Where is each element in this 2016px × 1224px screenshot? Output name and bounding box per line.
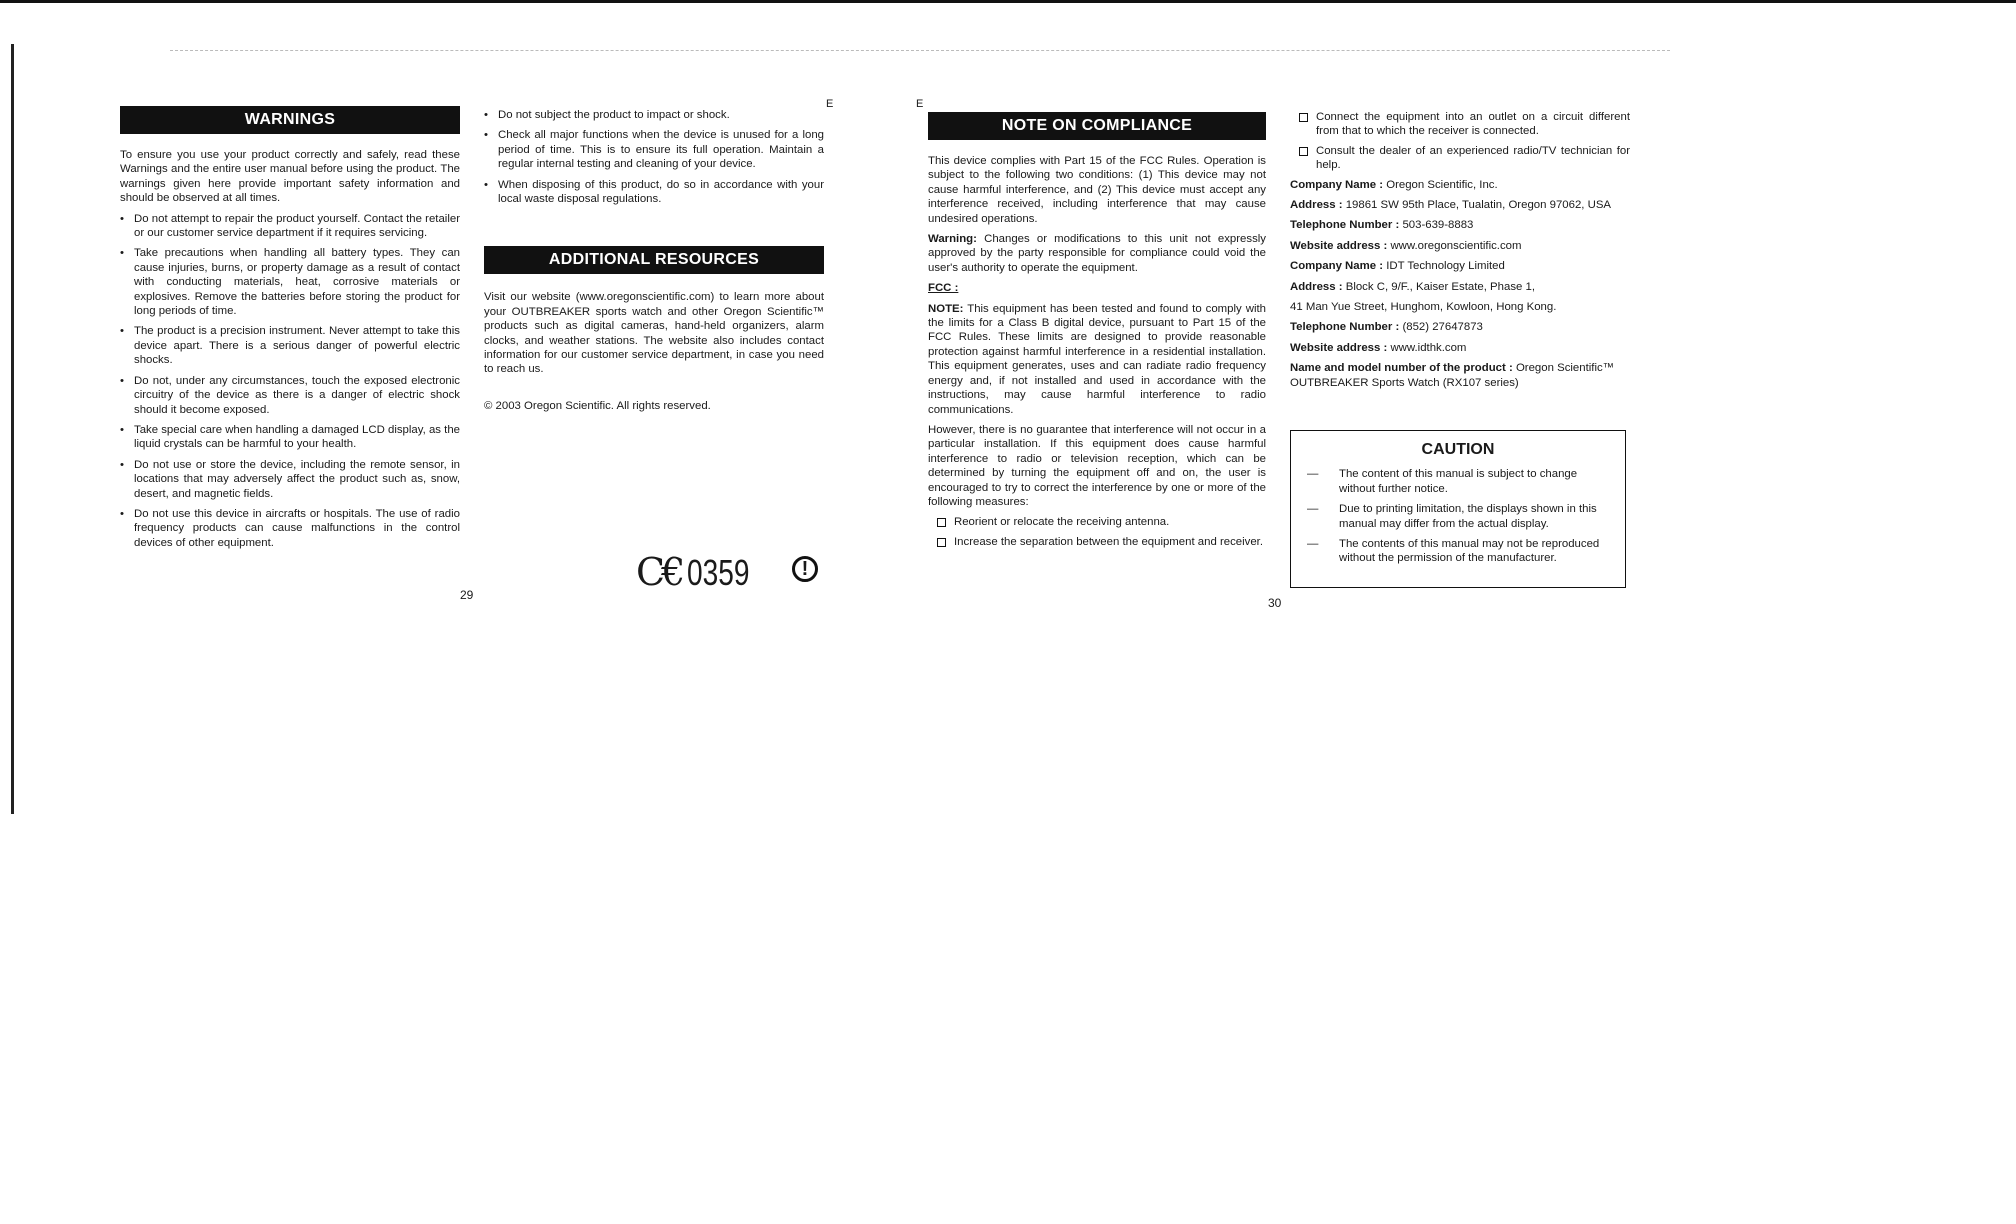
compliance-heading: NOTE ON COMPLIANCE [928, 112, 1266, 140]
contact-website-1: Website address : www.oregonscientific.com [1290, 239, 1522, 252]
warnings-list [120, 212, 460, 551]
more-warnings-list [484, 108, 824, 206]
more-measures-list [1290, 110, 1630, 173]
caution-heading: CAUTION [1421, 441, 1495, 458]
contact-company-2: Company Name : IDT Technology Limited [1290, 260, 1505, 273]
contact-address-2: Address : Block C, 9/F., Kaiser Estate, Phase 1, [1290, 280, 1536, 293]
edge-letter-right: E [916, 98, 924, 110]
list-item: • When disposing of this product, do so in accordance with your local waste disposal regulations. [484, 178, 824, 206]
list-item: • Do not use or store the device, including the remote sensor, in locations that may adversely affect the product such as, snow, desert, and magnetic fields. [120, 458, 460, 500]
list-item: Reorient or relocate the receiving antenna. [928, 515, 1266, 529]
list-item: • Take special care when handling a damaged LCD display, as the liquid crystals can be harmful to your health. [120, 423, 460, 451]
contacts-column [1290, 110, 1630, 396]
checkbox-square-icon [937, 538, 946, 547]
additional-resources-heading: ADDITIONAL RESOURCES [484, 246, 824, 274]
ce-mark-logo: C€ 0359 [636, 550, 750, 594]
scan-left-edge [11, 44, 14, 814]
list-item: • Do not attempt to repair the product yourself. Contact the retailer or our customer service department if it requires servicing. [120, 212, 460, 240]
copyright-text: © 2003 Oregon Scientific. All rights reserved. [484, 399, 711, 412]
checkbox-square-icon [1299, 147, 1308, 156]
list-item: Increase the separation between the equipment and receiver. [928, 535, 1266, 549]
compliance-warning: Warning: Changes or modifications to this unit not expressly approved by the party responsible for compliance could void the user's authority to operate the equipment. [928, 233, 1266, 274]
caution-list [1303, 467, 1613, 565]
list-item: — The contents of this manual may not be reproduced without the permission of the manufacturer. [1307, 538, 1600, 565]
measures-list [928, 515, 1266, 549]
alert-icon: ! [792, 556, 818, 582]
compliance-column [928, 112, 1266, 554]
contact-phone-1: Telephone Number : 503-639-8883 [1290, 219, 1474, 232]
edge-letter-left: E [826, 98, 834, 110]
contact-company-1: Company Name : Oregon Scientific, Inc. [1290, 178, 1498, 191]
list-item: • Do not, under any circumstances, touch the exposed electronic circuitry of the device as there is a danger of electric shock should it become exposed. [120, 374, 460, 416]
list-item: • Take precautions when handling all battery types. They can cause injuries, burns, or property damage as a result of contact with conducting materials, heat, corrosive materials or explosives. Remove the batteries before storing the product for long periods of time. [120, 247, 460, 318]
list-item: — The content of this manual is subject to change without further notice. [1307, 468, 1578, 495]
resources-column [484, 108, 824, 419]
list-item: • Check all major functions when the device is unused for a long period of time. This is to ensure its full operation. Maintain a regular internal testing and cleaning of your device. [484, 129, 824, 171]
list-item: — Due to printing limitation, the displays shown in this manual may differ from the actual display. [1307, 503, 1597, 530]
warnings-intro: To ensure you use your product correctly and safely, read these Warnings and the entire user manual before using the product. The warnings given here provide important safety information and should be observed at all times. [120, 149, 460, 205]
product-name: Name and model number of the product : Oregon Scientific™ OUTBREAKER Sports Watch (RX107 series) [1290, 362, 1615, 389]
contact-address-2-line2: 41 Man Yue Street, Hunghom, Kowloon, Hong Kong. [1290, 301, 1557, 314]
contact-website-2: Website address : www.idthk.com [1290, 341, 1467, 354]
fcc-however: However, there is no guarantee that interference will not occur in a particular installation. If this equipment does cause harmful interference to radio or television reception, which can be determined by turning the equipment off and on, the user is encouraged to try to correct the interference by one or more of the following measures: [928, 423, 1266, 508]
list-item: Connect the equipment into an outlet on a circuit different from that to which the receiver is connected. [1290, 110, 1630, 139]
contact-phone-2: Telephone Number : (852) 27647873 [1290, 321, 1483, 334]
page-number-30: 30 [1268, 596, 1282, 610]
fcc-note: NOTE: This equipment has been tested and found to comply with the limits for a Class B digital device, pursuant to Part 15 of the FCC Rules. These limits are designed to provide reasonable protection against harmful interference in a residential installation. This equipment generates, uses and can radiate radio frequency energy and, if not installed and used in accordance with the instructions, may cause harmful interference to radio communications. [928, 302, 1266, 416]
caution-box [1290, 430, 1626, 588]
warnings-heading: WARNINGS [120, 106, 460, 134]
list-item: • The product is a precision instrument. Never attempt to take this device apart. There is a serious danger of powerful electric shocks. [120, 325, 460, 367]
page-number-29: 29 [460, 588, 474, 602]
scan-dotted-line [170, 50, 1670, 51]
fcc-label: FCC : [928, 282, 959, 295]
list-item: • Do not use this device in aircrafts or hospitals. The use of radio frequency products can cause malfunctions in the control devices of other equipment. [120, 507, 460, 549]
scan-top-border [0, 0, 2016, 3]
checkbox-square-icon [1299, 113, 1308, 122]
contact-address-1: Address : 19861 SW 95th Place, Tualatin, Oregon 97062, USA [1290, 199, 1612, 212]
additional-resources-text: Visit our website (www.oregonscientific.com) to learn more about your OUTBREAKER sports watch and other Oregon Scientific™ products such as digital cameras, hand-held organizers, alarm clocks, and weather stations. The website also includes contact information for our customer service department, in case you need to reach us. [484, 291, 824, 376]
compliance-intro: This device complies with Part 15 of the FCC Rules. Operation is subject to the following two conditions: (1) This device may not cause harmful interference, and (2) This device must accept any interference received, including interference that may cause undesired operations. [928, 155, 1266, 225]
warnings-column [120, 106, 460, 556]
checkbox-square-icon [937, 518, 946, 527]
list-item: Consult the dealer of an experienced radio/TV technician for help. [1290, 144, 1630, 173]
list-item: • Do not subject the product to impact or shock. [484, 109, 730, 121]
